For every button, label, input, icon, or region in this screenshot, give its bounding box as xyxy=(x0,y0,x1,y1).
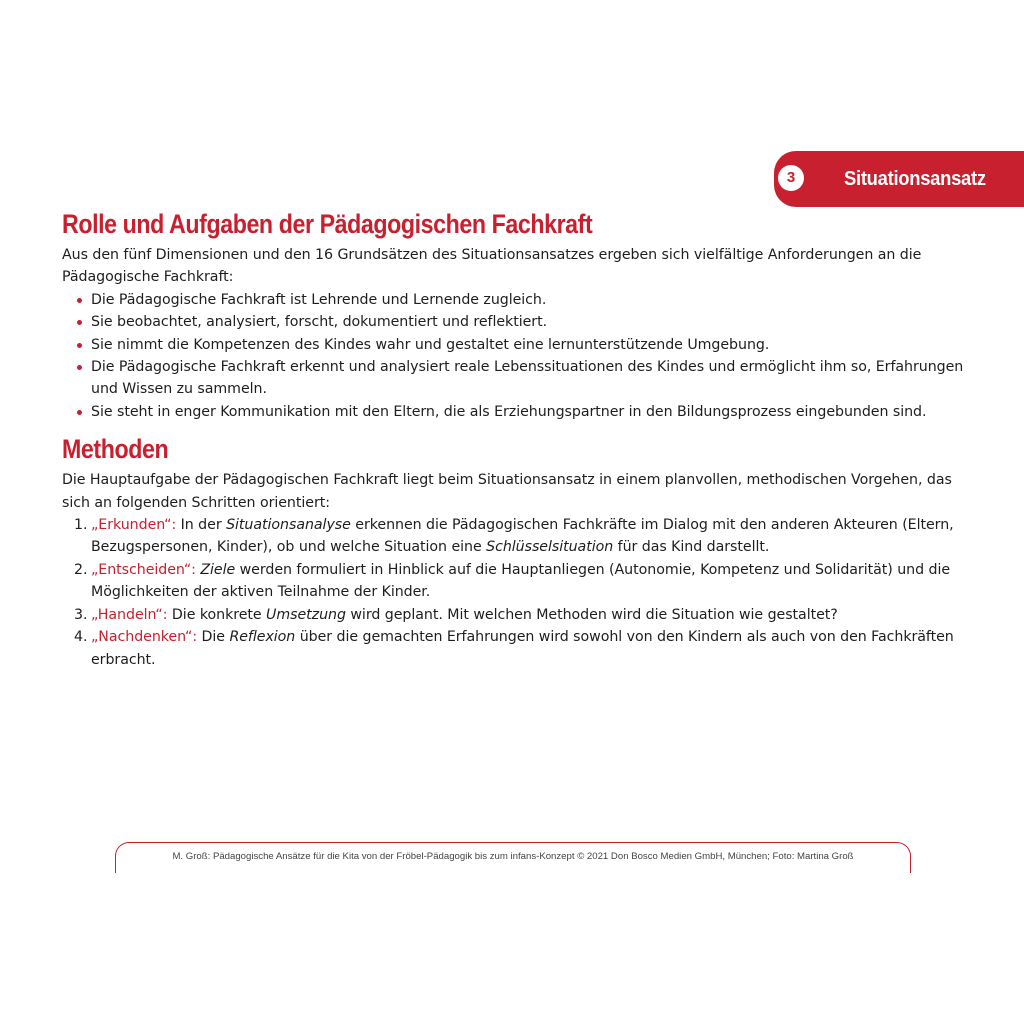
bullet-list-tasks xyxy=(62,289,964,423)
step-text: wird geplant. Mit welchen Methoden wird die Situation wie gestaltet? xyxy=(345,606,838,623)
step-text: Die konkrete xyxy=(167,606,267,623)
step-emphasis: Situationsanalyse xyxy=(226,517,351,534)
list-item-step-4 xyxy=(74,626,964,671)
page-content xyxy=(62,204,964,671)
step-emphasis: Ziele xyxy=(200,561,236,578)
footer-copyright: M. Groß: Pädagogische Ansätze für die Kita von der Fröbel-Pädagogik bis zum infans-Konzept © 2021 Don Bosco Medien GmbH, München; Foto: Martina Groß xyxy=(172,851,854,862)
step-label: „Entscheiden“: xyxy=(91,561,196,578)
chapter-number-badge: 3 xyxy=(778,165,804,191)
section-heading-methods: Methoden xyxy=(62,434,169,465)
step-emphasis: Schlüsselsituation xyxy=(486,539,614,556)
section-methods xyxy=(62,429,964,671)
step-emphasis: Umsetzung xyxy=(266,606,346,623)
list-item: Die Pädagogische Fachkraft ist Lehrende und Lernende zugleich. xyxy=(91,289,964,311)
step-number: 2. xyxy=(74,561,88,578)
step-label: „Handeln“: xyxy=(91,606,168,623)
section-intro-methods: Die Hauptaufgabe der Pädagogischen Fachkraft liegt beim Situationsansatz in einem planvollen, methodischen Vorgehen, das sich an folgenden Schritten orientiert: xyxy=(62,472,952,511)
step-emphasis: Reflexion xyxy=(229,629,296,646)
step-text: Die xyxy=(197,629,230,646)
list-item: Die Pädagogische Fachkraft erkennt und analysiert reale Lebenssituationen des Kindes und ermöglicht ihm so, Erfahrungen und Wissen zu sammeln. xyxy=(91,356,964,401)
list-item-step-1 xyxy=(74,514,964,559)
step-text: für das Kind darstellt. xyxy=(613,539,770,556)
section-role-tasks xyxy=(62,204,964,423)
step-label: „Erkunden“: xyxy=(91,517,177,534)
step-number: 1. xyxy=(74,517,88,534)
step-label: „Nachdenken“: xyxy=(91,629,198,646)
step-text: In der xyxy=(176,517,227,534)
list-item: Sie steht in enger Kommunikation mit den Eltern, die als Erziehungspartner in den Bildungsprozess eingebunden sind. xyxy=(91,401,964,423)
list-item-step-3 xyxy=(74,604,964,626)
section-intro-role: Aus den fünf Dimensionen und den 16 Grundsätzen des Situationsansatzes ergeben sich vielfältige Anforderungen an die Pädagogische Fachkraft: xyxy=(62,247,922,286)
chapter-title: Situationsansatz xyxy=(844,168,986,190)
list-item: Sie beobachtet, analysiert, forscht, dokumentiert und reflektiert. xyxy=(91,311,964,333)
step-text: erkennen die Pädagogischen Fachkräfte im Dialog mit den anderen Akteuren (Eltern, Bezugspersonen, Kinder), ob und welche Situation eine xyxy=(91,517,954,556)
numbered-list-steps xyxy=(62,514,964,671)
footer-frame xyxy=(115,842,911,873)
step-text: werden formuliert in Hinblick auf die Hauptanliegen (Autonomie, Kompetenz und Solidarität) und die Möglichkeiten der aktiven Teilnahme der Kinder. xyxy=(91,561,951,601)
list-item: Sie nimmt die Kompetenzen des Kindes wahr und gestaltet eine lernunterstützende Umgebung. xyxy=(91,334,964,356)
section-heading-role: Rolle und Aufgaben der Pädagogischen Fachkraft xyxy=(62,209,593,239)
chapter-tab xyxy=(774,151,1024,207)
list-item-step-2 xyxy=(74,559,964,604)
step-number: 4. xyxy=(74,629,88,646)
step-text: über die gemachten Erfahrungen wird sowohl von den Kindern als auch von den Fachkräften erbracht. xyxy=(91,629,954,668)
step-number: 3. xyxy=(74,606,88,623)
